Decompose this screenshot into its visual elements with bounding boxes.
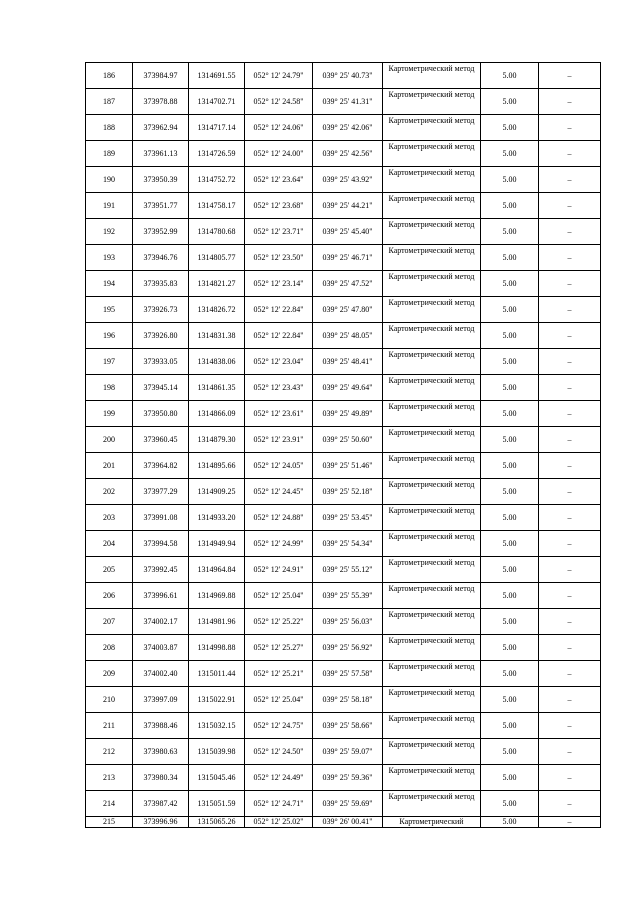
- y-coordinate-cell: 1315039.98: [189, 739, 245, 765]
- y-coordinate-cell: 1314861.35: [189, 375, 245, 401]
- x-coordinate-cell: 373952.99: [133, 219, 189, 245]
- method-cell: Картометрический метод: [383, 661, 481, 687]
- point-number-cell: 194: [86, 271, 133, 297]
- x-coordinate-cell: 374002.40: [133, 661, 189, 687]
- x-coordinate-cell: 373994.58: [133, 531, 189, 557]
- method-cell: Картометрический метод: [383, 765, 481, 791]
- x-coordinate-cell: 373987.42: [133, 791, 189, 817]
- note-cell: –: [539, 297, 601, 323]
- table-row: [86, 219, 601, 245]
- precision-cell: 5.00: [481, 245, 539, 271]
- method-cell: Картометрический метод: [383, 479, 481, 505]
- note-cell: –: [539, 89, 601, 115]
- x-coordinate-cell: 374003.87: [133, 635, 189, 661]
- x-coordinate-cell: 373978.88: [133, 89, 189, 115]
- latitude-cell: 052° 12' 24.49": [245, 765, 313, 791]
- precision-cell: 5.00: [481, 323, 539, 349]
- x-coordinate-cell: 373984.97: [133, 63, 189, 89]
- latitude-cell: 052° 12' 25.02": [245, 817, 313, 828]
- longitude-cell: 039° 25' 42.56": [313, 141, 383, 167]
- table-row: [86, 115, 601, 141]
- y-coordinate-cell: 1314691.55: [189, 63, 245, 89]
- note-cell: –: [539, 167, 601, 193]
- x-coordinate-cell: 373964.82: [133, 453, 189, 479]
- y-coordinate-cell: 1315065.26: [189, 817, 245, 828]
- y-coordinate-cell: 1314909.25: [189, 479, 245, 505]
- x-coordinate-cell: 373946.76: [133, 245, 189, 271]
- point-number-cell: 190: [86, 167, 133, 193]
- longitude-cell: 039° 25' 42.06": [313, 115, 383, 141]
- table-row: [86, 193, 601, 219]
- latitude-cell: 052° 12' 23.71": [245, 219, 313, 245]
- method-cell: Картометрический метод: [383, 375, 481, 401]
- precision-cell: 5.00: [481, 557, 539, 583]
- method-cell: Картометрический метод: [383, 609, 481, 635]
- note-cell: –: [539, 583, 601, 609]
- x-coordinate-cell: 373997.09: [133, 687, 189, 713]
- latitude-cell: 052° 12' 22.84": [245, 297, 313, 323]
- note-cell: –: [539, 557, 601, 583]
- precision-cell: 5.00: [481, 63, 539, 89]
- precision-cell: 5.00: [481, 297, 539, 323]
- precision-cell: 5.00: [481, 115, 539, 141]
- latitude-cell: 052° 12' 23.04": [245, 349, 313, 375]
- table-row: [86, 609, 601, 635]
- table-row: [86, 765, 601, 791]
- latitude-cell: 052° 12' 24.45": [245, 479, 313, 505]
- method-cell: Картометрический метод: [383, 219, 481, 245]
- latitude-cell: 052° 12' 23.91": [245, 427, 313, 453]
- latitude-cell: 052° 12' 23.50": [245, 245, 313, 271]
- note-cell: –: [539, 739, 601, 765]
- x-coordinate-cell: 373945.14: [133, 375, 189, 401]
- longitude-cell: 039° 25' 57.58": [313, 661, 383, 687]
- method-cell: Картометрический метод: [383, 245, 481, 271]
- latitude-cell: 052° 12' 25.27": [245, 635, 313, 661]
- table-row: [86, 297, 601, 323]
- point-number-cell: 208: [86, 635, 133, 661]
- table-row: [86, 661, 601, 687]
- x-coordinate-cell: 374002.17: [133, 609, 189, 635]
- latitude-cell: 052° 12' 25.21": [245, 661, 313, 687]
- note-cell: –: [539, 609, 601, 635]
- method-cell: Картометрический метод: [383, 531, 481, 557]
- note-cell: –: [539, 193, 601, 219]
- x-coordinate-cell: 373977.29: [133, 479, 189, 505]
- latitude-cell: 052° 12' 24.71": [245, 791, 313, 817]
- y-coordinate-cell: 1314726.59: [189, 141, 245, 167]
- method-cell: Картометрический метод: [383, 323, 481, 349]
- table-row: [86, 817, 601, 828]
- longitude-cell: 039° 25' 56.92": [313, 635, 383, 661]
- y-coordinate-cell: 1314838.06: [189, 349, 245, 375]
- precision-cell: 5.00: [481, 427, 539, 453]
- table-row: [86, 245, 601, 271]
- y-coordinate-cell: 1314895.66: [189, 453, 245, 479]
- method-cell: Картометрический метод: [383, 557, 481, 583]
- latitude-cell: 052° 12' 24.99": [245, 531, 313, 557]
- precision-cell: 5.00: [481, 687, 539, 713]
- method-cell: Картометрический метод: [383, 401, 481, 427]
- y-coordinate-cell: 1314933.20: [189, 505, 245, 531]
- point-number-cell: 215: [86, 817, 133, 828]
- latitude-cell: 052° 12' 24.58": [245, 89, 313, 115]
- longitude-cell: 039° 25' 59.07": [313, 739, 383, 765]
- x-coordinate-cell: 373960.45: [133, 427, 189, 453]
- y-coordinate-cell: 1314866.09: [189, 401, 245, 427]
- y-coordinate-cell: 1314702.71: [189, 89, 245, 115]
- note-cell: –: [539, 531, 601, 557]
- longitude-cell: 039° 25' 49.64": [313, 375, 383, 401]
- method-cell: Картометрический метод: [383, 583, 481, 609]
- x-coordinate-cell: 373951.77: [133, 193, 189, 219]
- longitude-cell: 039° 25' 50.60": [313, 427, 383, 453]
- point-number-cell: 188: [86, 115, 133, 141]
- method-cell: Картометрический: [383, 817, 481, 828]
- longitude-cell: 039° 25' 58.18": [313, 687, 383, 713]
- latitude-cell: 052° 12' 24.06": [245, 115, 313, 141]
- longitude-cell: 039° 25' 41.31": [313, 89, 383, 115]
- point-number-cell: 206: [86, 583, 133, 609]
- point-number-cell: 201: [86, 453, 133, 479]
- method-cell: Картометрический метод: [383, 687, 481, 713]
- latitude-cell: 052° 12' 25.22": [245, 609, 313, 635]
- x-coordinate-cell: 373961.13: [133, 141, 189, 167]
- y-coordinate-cell: 1314831.38: [189, 323, 245, 349]
- point-number-cell: 189: [86, 141, 133, 167]
- latitude-cell: 052° 12' 23.43": [245, 375, 313, 401]
- note-cell: –: [539, 635, 601, 661]
- latitude-cell: 052° 12' 24.79": [245, 63, 313, 89]
- latitude-cell: 052° 12' 23.14": [245, 271, 313, 297]
- precision-cell: 5.00: [481, 531, 539, 557]
- x-coordinate-cell: 373980.63: [133, 739, 189, 765]
- method-cell: Картометрический метод: [383, 115, 481, 141]
- precision-cell: 5.00: [481, 765, 539, 791]
- point-number-cell: 199: [86, 401, 133, 427]
- x-coordinate-cell: 373926.80: [133, 323, 189, 349]
- precision-cell: 5.00: [481, 89, 539, 115]
- latitude-cell: 052° 12' 24.00": [245, 141, 313, 167]
- y-coordinate-cell: 1314998.88: [189, 635, 245, 661]
- point-number-cell: 204: [86, 531, 133, 557]
- point-number-cell: 210: [86, 687, 133, 713]
- method-cell: Картометрический метод: [383, 453, 481, 479]
- method-cell: Картометрический метод: [383, 505, 481, 531]
- y-coordinate-cell: 1314949.94: [189, 531, 245, 557]
- method-cell: Картометрический метод: [383, 635, 481, 661]
- x-coordinate-cell: 373991.08: [133, 505, 189, 531]
- longitude-cell: 039° 25' 56.03": [313, 609, 383, 635]
- precision-cell: 5.00: [481, 193, 539, 219]
- precision-cell: 5.00: [481, 635, 539, 661]
- method-cell: Картометрический метод: [383, 167, 481, 193]
- y-coordinate-cell: 1314964.84: [189, 557, 245, 583]
- longitude-cell: 039° 25' 48.41": [313, 349, 383, 375]
- table-row: [86, 531, 601, 557]
- latitude-cell: 052° 12' 24.50": [245, 739, 313, 765]
- longitude-cell: 039° 25' 55.12": [313, 557, 383, 583]
- latitude-cell: 052° 12' 24.88": [245, 505, 313, 531]
- y-coordinate-cell: 1314821.27: [189, 271, 245, 297]
- y-coordinate-cell: 1314758.17: [189, 193, 245, 219]
- point-number-cell: 193: [86, 245, 133, 271]
- x-coordinate-cell: 373950.39: [133, 167, 189, 193]
- y-coordinate-cell: 1314752.72: [189, 167, 245, 193]
- precision-cell: 5.00: [481, 453, 539, 479]
- point-number-cell: 198: [86, 375, 133, 401]
- precision-cell: 5.00: [481, 479, 539, 505]
- note-cell: –: [539, 375, 601, 401]
- note-cell: –: [539, 453, 601, 479]
- table-row: [86, 427, 601, 453]
- y-coordinate-cell: 1315022.91: [189, 687, 245, 713]
- point-number-cell: 203: [86, 505, 133, 531]
- x-coordinate-cell: 373926.73: [133, 297, 189, 323]
- method-cell: Картометрический метод: [383, 271, 481, 297]
- table-row: [86, 89, 601, 115]
- point-number-cell: 200: [86, 427, 133, 453]
- x-coordinate-cell: 373950.80: [133, 401, 189, 427]
- point-number-cell: 214: [86, 791, 133, 817]
- precision-cell: 5.00: [481, 271, 539, 297]
- y-coordinate-cell: 1314969.88: [189, 583, 245, 609]
- y-coordinate-cell: 1314780.68: [189, 219, 245, 245]
- y-coordinate-cell: 1314717.14: [189, 115, 245, 141]
- longitude-cell: 039° 25' 53.45": [313, 505, 383, 531]
- longitude-cell: 039° 25' 54.34": [313, 531, 383, 557]
- point-number-cell: 187: [86, 89, 133, 115]
- point-number-cell: 211: [86, 713, 133, 739]
- table-row: [86, 63, 601, 89]
- note-cell: –: [539, 401, 601, 427]
- latitude-cell: 052° 12' 24.05": [245, 453, 313, 479]
- x-coordinate-cell: 373996.61: [133, 583, 189, 609]
- x-coordinate-cell: 373992.45: [133, 557, 189, 583]
- point-number-cell: 212: [86, 739, 133, 765]
- precision-cell: 5.00: [481, 141, 539, 167]
- method-cell: Картометрический метод: [383, 427, 481, 453]
- point-number-cell: 202: [86, 479, 133, 505]
- note-cell: –: [539, 427, 601, 453]
- point-number-cell: 186: [86, 63, 133, 89]
- precision-cell: 5.00: [481, 713, 539, 739]
- y-coordinate-cell: 1315045.46: [189, 765, 245, 791]
- table-row: [86, 453, 601, 479]
- table-row: [86, 349, 601, 375]
- table-row: [86, 323, 601, 349]
- x-coordinate-cell: 373935.83: [133, 271, 189, 297]
- method-cell: Картометрический метод: [383, 193, 481, 219]
- table-row: [86, 791, 601, 817]
- note-cell: –: [539, 479, 601, 505]
- method-cell: Картометрический метод: [383, 713, 481, 739]
- precision-cell: 5.00: [481, 375, 539, 401]
- method-cell: Картометрический метод: [383, 63, 481, 89]
- y-coordinate-cell: 1315011.44: [189, 661, 245, 687]
- table-row: [86, 271, 601, 297]
- longitude-cell: 039° 25' 48.05": [313, 323, 383, 349]
- precision-cell: 5.00: [481, 739, 539, 765]
- table-row: [86, 141, 601, 167]
- table-row: [86, 505, 601, 531]
- note-cell: –: [539, 505, 601, 531]
- precision-cell: 5.00: [481, 505, 539, 531]
- latitude-cell: 052° 12' 24.91": [245, 557, 313, 583]
- note-cell: –: [539, 141, 601, 167]
- precision-cell: 5.00: [481, 167, 539, 193]
- point-number-cell: 207: [86, 609, 133, 635]
- table-row: [86, 713, 601, 739]
- table-row: [86, 401, 601, 427]
- point-number-cell: 195: [86, 297, 133, 323]
- method-cell: Картометрический метод: [383, 141, 481, 167]
- x-coordinate-cell: 373996.96: [133, 817, 189, 828]
- y-coordinate-cell: 1314826.72: [189, 297, 245, 323]
- method-cell: Картометрический метод: [383, 297, 481, 323]
- x-coordinate-cell: 373988.46: [133, 713, 189, 739]
- note-cell: –: [539, 63, 601, 89]
- latitude-cell: 052° 12' 24.75": [245, 713, 313, 739]
- note-cell: –: [539, 323, 601, 349]
- note-cell: –: [539, 349, 601, 375]
- point-number-cell: 191: [86, 193, 133, 219]
- y-coordinate-cell: 1314879.30: [189, 427, 245, 453]
- longitude-cell: 039° 25' 58.66": [313, 713, 383, 739]
- longitude-cell: 039° 25' 59.36": [313, 765, 383, 791]
- y-coordinate-cell: 1314981.96: [189, 609, 245, 635]
- table-row: [86, 479, 601, 505]
- precision-cell: 5.00: [481, 583, 539, 609]
- longitude-cell: 039° 25' 44.21": [313, 193, 383, 219]
- latitude-cell: 052° 12' 25.04": [245, 687, 313, 713]
- note-cell: –: [539, 713, 601, 739]
- table-row: [86, 739, 601, 765]
- method-cell: Картометрический метод: [383, 791, 481, 817]
- point-number-cell: 209: [86, 661, 133, 687]
- latitude-cell: 052° 12' 22.84": [245, 323, 313, 349]
- longitude-cell: 039° 25' 59.69": [313, 791, 383, 817]
- note-cell: –: [539, 791, 601, 817]
- point-number-cell: 192: [86, 219, 133, 245]
- latitude-cell: 052° 12' 25.04": [245, 583, 313, 609]
- note-cell: –: [539, 115, 601, 141]
- precision-cell: 5.00: [481, 609, 539, 635]
- longitude-cell: 039° 26' 00.41": [313, 817, 383, 828]
- precision-cell: 5.00: [481, 817, 539, 828]
- longitude-cell: 039° 25' 47.80": [313, 297, 383, 323]
- precision-cell: 5.00: [481, 791, 539, 817]
- precision-cell: 5.00: [481, 401, 539, 427]
- longitude-cell: 039° 25' 46.71": [313, 245, 383, 271]
- table-row: [86, 167, 601, 193]
- coordinates-table-body: [86, 63, 601, 828]
- x-coordinate-cell: 373962.94: [133, 115, 189, 141]
- coordinates-table: [85, 62, 601, 828]
- note-cell: –: [539, 765, 601, 791]
- note-cell: –: [539, 661, 601, 687]
- table-row: [86, 687, 601, 713]
- longitude-cell: 039° 25' 55.39": [313, 583, 383, 609]
- note-cell: –: [539, 817, 601, 828]
- latitude-cell: 052° 12' 23.61": [245, 401, 313, 427]
- table-row: [86, 375, 601, 401]
- precision-cell: 5.00: [481, 219, 539, 245]
- x-coordinate-cell: 373980.34: [133, 765, 189, 791]
- table-row: [86, 583, 601, 609]
- method-cell: Картометрический метод: [383, 739, 481, 765]
- longitude-cell: 039° 25' 51.46": [313, 453, 383, 479]
- method-cell: Картометрический метод: [383, 89, 481, 115]
- note-cell: –: [539, 271, 601, 297]
- note-cell: –: [539, 219, 601, 245]
- longitude-cell: 039° 25' 45.40": [313, 219, 383, 245]
- longitude-cell: 039° 25' 47.52": [313, 271, 383, 297]
- y-coordinate-cell: 1315032.15: [189, 713, 245, 739]
- latitude-cell: 052° 12' 23.68": [245, 193, 313, 219]
- precision-cell: 5.00: [481, 349, 539, 375]
- point-number-cell: 205: [86, 557, 133, 583]
- longitude-cell: 039° 25' 49.89": [313, 401, 383, 427]
- precision-cell: 5.00: [481, 661, 539, 687]
- method-cell: Картометрический метод: [383, 349, 481, 375]
- point-number-cell: 197: [86, 349, 133, 375]
- y-coordinate-cell: 1314805.77: [189, 245, 245, 271]
- note-cell: –: [539, 245, 601, 271]
- longitude-cell: 039° 25' 40.73": [313, 63, 383, 89]
- x-coordinate-cell: 373933.05: [133, 349, 189, 375]
- table-row: [86, 635, 601, 661]
- latitude-cell: 052° 12' 23.64": [245, 167, 313, 193]
- point-number-cell: 196: [86, 323, 133, 349]
- longitude-cell: 039° 25' 43.92": [313, 167, 383, 193]
- point-number-cell: 213: [86, 765, 133, 791]
- note-cell: –: [539, 687, 601, 713]
- longitude-cell: 039° 25' 52.18": [313, 479, 383, 505]
- y-coordinate-cell: 1315051.59: [189, 791, 245, 817]
- table-row: [86, 557, 601, 583]
